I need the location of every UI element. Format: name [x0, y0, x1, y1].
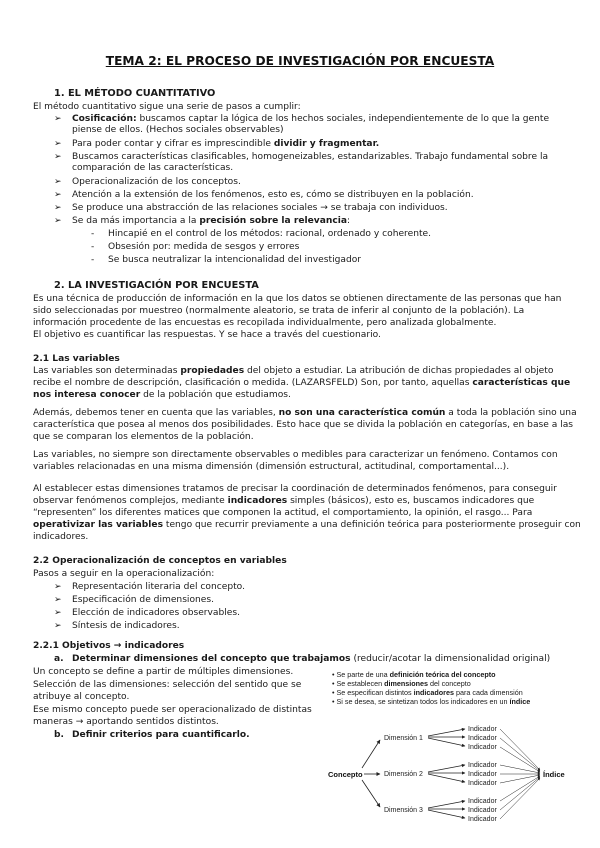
dash-bullet: - [91, 229, 95, 239]
s1-bullet-2: Para poder contar y cifrar es imprescindible dividir y fragmentar. [72, 139, 380, 149]
s2-para-line-3: información procedente de las encuestas es recopilada individualmente, pero analizada globalmente. [33, 318, 497, 328]
arrow-bullet-icon: ➢ [54, 152, 62, 162]
s2-para-line-2: sido seleccionadas por muestreo (normalmente aleatorio, se trata de inferir al conjunto de la población). La [33, 306, 525, 316]
s1-subitem-1: Hincapié en el control de los métodos: racional, ordenado y coherente. [108, 229, 432, 239]
indicator-label: Indicador [468, 744, 497, 751]
arrow [428, 729, 465, 736]
diagram-concept-label: Concepto [328, 770, 363, 779]
s1-bullet-1-cont: piense de ellos. (Hechos sociales observables) [72, 125, 284, 135]
diagram-bullet-1: • Se parte de una definición teórica del concepto [332, 670, 496, 679]
section-2-1-heading: 2.1 Las variables [33, 354, 120, 364]
arrow [428, 774, 465, 782]
s21-p1-line-3: nos interesa conocer de la población que estudiamos. [33, 390, 291, 400]
s221-line-3: atribuye al concepto. [33, 692, 130, 702]
arrow-bullet-icon: ➢ [54, 190, 62, 200]
arrow-concept-dim1 [362, 740, 380, 768]
s1-bullet-3: Buscamos características clasificables, homogeneizables, estandarizables. Trabajo fundamental sobre la [72, 152, 549, 162]
diagram-dimension-1: Dimensión 1 [384, 735, 423, 742]
s21-p4-line-3: “representen” los diferentes matices que componen la actitud, el comportamiento, la opinión, el rasgo... Para [33, 508, 533, 518]
arrow [428, 738, 465, 746]
indicator-label: Indicador [468, 798, 497, 805]
s221-item-a: Determinar dimensiones del concepto que trabajamos (reducir/acotar la dimensionalidad original) [72, 654, 551, 664]
operationalization-diagram [328, 668, 590, 828]
indicator-label: Indicador [468, 726, 497, 733]
s1-bullet-4: Operacionalización de los conceptos. [72, 177, 241, 187]
arrow-bullet-icon: ➢ [54, 608, 62, 618]
s21-p1-line-1: Las variables son determinadas propiedades del objeto a estudiar. La atribución de dichas propiedades al objeto [33, 366, 554, 376]
s2-para-line-4: El objetivo es cuantificar las respuestas. Y se hace a través del cuestionario. [33, 330, 381, 340]
diagram-svg [328, 668, 590, 828]
s221-item-a-label: a. [54, 654, 64, 664]
indicator-to-index-arrows [500, 729, 540, 819]
s21-p2-line-2: característica que posea al menos dos posibilidades. Esto hace que se divida la población en categorías, en base a las [33, 420, 574, 430]
s1-bullet-7: Se da más importancia a la precisión sobre la relevancia: [72, 216, 351, 226]
diagram-bullet-2: • Se establecen dimensiones del concepto [332, 679, 471, 688]
s21-p4-line-4: operativizar las variables tengo que recurrir previamente a una definición teórica para posteriormente proseguir con [33, 520, 581, 530]
s21-p2-line-3: que se comparan los elementos de la población. [33, 432, 254, 442]
s22-intro: Pasos a seguir en la operacionalización: [33, 569, 215, 579]
arrow [428, 801, 465, 808]
arrow-concept-dim3 [362, 780, 380, 807]
s1-bullet-1: Cosificación: buscamos captar la lógica de los hechos sociales, independientemente de lo que la gente [72, 114, 550, 124]
arrow-bullet-icon: ➢ [54, 177, 62, 187]
indicator-label: Indicador [468, 807, 497, 814]
s221-item-b: Definir criterios para cuantificarlo. [72, 730, 250, 740]
s1-bullet-6: Se produce una abstracción de las relaciones sociales → se trabaja con individuos. [72, 203, 448, 213]
indicator-label: Indicador [468, 735, 497, 742]
arrow-bullet-icon: ➢ [54, 216, 62, 226]
section-2-heading: 2. LA INVESTIGACIÓN POR ENCUESTA [54, 280, 259, 291]
document-title: TEMA 2: EL PROCESO DE INVESTIGACIÓN POR ENCUESTA [105, 54, 495, 68]
indicator-label: Indicador [468, 771, 497, 778]
arrow-bullet-icon: ➢ [54, 139, 62, 149]
arrow-bullet-icon: ➢ [54, 621, 62, 631]
indicator-label: Indicador [468, 780, 497, 787]
s1-subitem-3: Se busca neutralizar la intencionalidad del investigador [108, 255, 362, 265]
s221-line-5: maneras → aportando sentidos distintos. [33, 717, 219, 727]
s221-line-1: Un concepto se define a partir de múltiples dimensiones. [33, 667, 294, 677]
diagram-bullet-4: • Si se desea, se sintetizan todos los indicadores en un índice [332, 697, 531, 706]
s22-item-1: Representación literaria del concepto. [72, 582, 245, 592]
s21-p2-line-1: Además, debemos tener en cuenta que las variables, no son una característica común a toda la población sino una [33, 408, 577, 418]
section-2-2-heading: 2.2 Operacionalización de conceptos en variables [33, 556, 287, 566]
s21-p4-line-2: observar fenómenos complejos, mediante indicadores simples (básicos), esto es, buscamos indicadores que [33, 496, 535, 506]
s1-bullet-3-cont: comparación de las características. [72, 163, 234, 173]
arrow [428, 765, 465, 772]
diagram-index-label: Índice [543, 770, 565, 779]
s21-p4-line-1: Al establecer estas dimensiones tratamos de precisar la coordinación de determinados fenómenos, para conseguir [33, 484, 557, 494]
s21-p3-line-1: Las variables, no siempre son directamente observables o medibles para caracterizar un fenómeno. Contamos con [33, 450, 558, 460]
arrow [428, 810, 465, 818]
s221-line-4: Ese mismo concepto puede ser operacionalizado de distintas [33, 705, 312, 715]
arrow-bullet-icon: ➢ [54, 595, 62, 605]
s1-intro: El método cuantitativo sigue una serie de pasos a cumplir: [33, 102, 301, 112]
arrow-bullet-icon: ➢ [54, 203, 62, 213]
s221-item-b-label: b. [54, 730, 64, 740]
section-1-heading: 1. EL MÉTODO CUANTITATIVO [54, 88, 216, 99]
s1-subitem-2: Obsesión por: medida de sesgos y errores [108, 242, 300, 252]
s21-p4-line-5: indicadores. [33, 532, 89, 542]
diagram-dimension-3: Dimensión 3 [384, 807, 423, 814]
dash-bullet: - [91, 242, 95, 252]
indicator-label: Indicador [468, 816, 497, 823]
arrow-bullet-icon: ➢ [54, 582, 62, 592]
s21-p1-line-2: recibe el nombre de descripción, clasificación o medida. (LAZARSFELD) Son, por tanto, aquellas características que [33, 378, 571, 388]
dash-bullet: - [91, 255, 95, 265]
diagram-bullet-3: • Se especifican distintos indicadores para cada dimensión [332, 688, 523, 697]
indicator-label: Indicador [468, 762, 497, 769]
arrow-bullet-icon: ➢ [54, 114, 62, 124]
s21-p3-line-2: variables relacionadas en una misma dimensión (dimensión estructural, actitudinal, comportamental...). [33, 462, 510, 472]
s2-para-line-1: Es una técnica de producción de información en la que los datos se obtienen directamente de las personas que han [33, 294, 562, 304]
section-2-2-1-heading: 2.2.1 Objetivos → indicadores [33, 641, 185, 651]
s221-line-2: Selección de las dimensiones: selección del sentido que se [33, 680, 302, 690]
s22-item-4: Síntesis de indicadores. [72, 621, 180, 631]
diagram-dimension-2: Dimensión 2 [384, 771, 423, 778]
s1-bullet-5: Atención a la extensión de los fenómenos, esto es, cómo se distribuyen en la población. [72, 190, 474, 200]
s22-item-3: Elección de indicadores observables. [72, 608, 241, 618]
s22-item-2: Especificación de dimensiones. [72, 595, 215, 605]
